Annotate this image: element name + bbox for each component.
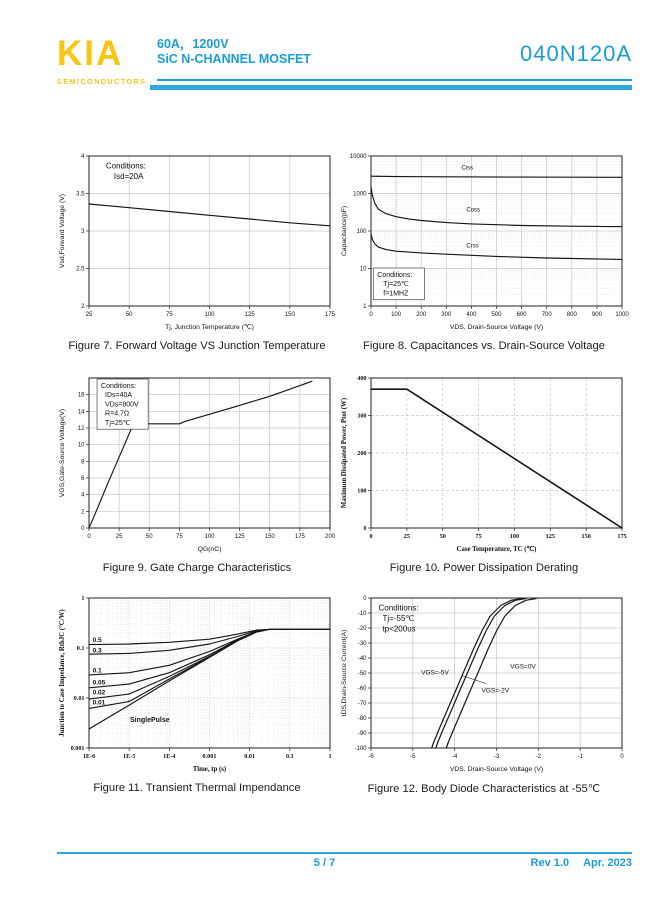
figure-10-chart — [338, 372, 630, 554]
figure-10-caption: Figure 10. Power Dissipation Derating — [389, 562, 579, 574]
svg-text:VGS=0V: VGS=0V — [510, 663, 536, 671]
svg-text:0: 0 — [620, 754, 624, 760]
svg-text:Capacitance(pF): Capacitance(pF) — [341, 205, 348, 257]
svg-text:3.5: 3.5 — [76, 191, 85, 198]
svg-text:2.5: 2.5 — [76, 266, 85, 273]
svg-text:50: 50 — [439, 533, 446, 540]
device-rating: 60A，1200V — [157, 37, 229, 51]
figure-10 — [338, 372, 630, 574]
svg-text:100: 100 — [509, 533, 520, 540]
svg-text:0.1: 0.1 — [285, 753, 294, 760]
svg-text:VGS=-5V: VGS=-5V — [421, 669, 449, 677]
svg-text:1: 1 — [363, 304, 367, 310]
svg-text:3: 3 — [81, 229, 85, 235]
svg-text:Conditions:: Conditions: — [377, 272, 413, 279]
figure-7 — [56, 150, 338, 352]
header-rule-thick — [150, 85, 632, 90]
svg-text:Conditions:: Conditions: — [378, 603, 419, 613]
svg-text:f=1MHZ: f=1MHZ — [383, 290, 409, 298]
svg-text:200: 200 — [357, 450, 367, 457]
svg-text:2: 2 — [81, 304, 85, 310]
svg-text:0.001: 0.001 — [70, 745, 85, 752]
svg-text:0.3: 0.3 — [92, 647, 102, 655]
svg-text:QG(nC): QG(nC) — [197, 546, 222, 553]
svg-text:12: 12 — [77, 426, 85, 432]
svg-text:0.5: 0.5 — [92, 637, 102, 644]
svg-text:0.1: 0.1 — [92, 667, 102, 675]
svg-text:14: 14 — [77, 409, 85, 416]
svg-text:75: 75 — [475, 533, 482, 540]
figure-9 — [56, 372, 338, 574]
svg-text:500: 500 — [491, 312, 502, 318]
svg-text:100: 100 — [357, 487, 367, 495]
svg-text:75: 75 — [176, 534, 183, 540]
svg-text:75: 75 — [165, 312, 173, 318]
svg-text:VGS=-2V: VGS=-2V — [481, 687, 510, 695]
svg-text:200: 200 — [324, 534, 336, 540]
svg-text:700: 700 — [541, 312, 552, 318]
svg-text:25: 25 — [115, 534, 123, 540]
svg-text:175: 175 — [617, 533, 627, 540]
svg-text:IDs=40A: IDs=40A — [105, 392, 133, 400]
svg-text:-10: -10 — [357, 611, 367, 617]
svg-text:0: 0 — [87, 534, 91, 540]
figure-11-caption: Figure 11. Transient Thermal Impendance — [93, 782, 301, 794]
svg-text:400: 400 — [357, 375, 367, 382]
svg-text:1000: 1000 — [615, 312, 629, 318]
svg-text:SinglePulse: SinglePulse — [129, 717, 170, 724]
svg-text:VDS, Drain-Source Voltage (V): VDS, Drain-Source Voltage (V) — [449, 324, 544, 331]
figure-9-chart — [56, 372, 338, 554]
svg-text:50: 50 — [125, 312, 133, 318]
svg-text:Tj=25℃: Tj=25℃ — [105, 419, 131, 427]
svg-text:-80: -80 — [357, 716, 367, 722]
svg-text:-100: -100 — [354, 746, 367, 752]
svg-text:175: 175 — [294, 534, 305, 540]
svg-text:10: 10 — [359, 266, 367, 273]
svg-text:-6: -6 — [368, 754, 374, 760]
revision-label: Rev 1.0 — [530, 857, 570, 869]
svg-text:300: 300 — [441, 312, 452, 318]
svg-text:100: 100 — [391, 312, 402, 318]
figure-9-caption: Figure 9. Gate Charge Characteristics — [102, 562, 292, 574]
svg-text:VDS, Drain-Source Voltage (V): VDS, Drain-Source Voltage (V) — [449, 766, 544, 773]
svg-text:Crss: Crss — [466, 243, 479, 250]
svg-text:2: 2 — [81, 509, 85, 516]
svg-text:Tj=25℃: Tj=25℃ — [383, 281, 409, 289]
figure-8-caption: Figure 8. Capacitances vs. Drain-Source Voltage — [363, 340, 605, 352]
device-summary — [157, 37, 311, 67]
svg-text:Vsd,Forward Voltage (V): Vsd,Forward Voltage (V) — [59, 193, 66, 269]
svg-text:0.05: 0.05 — [92, 679, 106, 687]
svg-text:0: 0 — [369, 312, 373, 318]
svg-text:100: 100 — [356, 229, 367, 235]
part-number: 040N120A — [520, 41, 632, 66]
device-type: SiC N-CHANNEL MOSFET — [157, 52, 311, 66]
svg-text:800: 800 — [566, 312, 577, 318]
svg-text:-1: -1 — [577, 754, 583, 760]
svg-text:tp<200us: tp<200us — [382, 624, 416, 634]
svg-text:1: 1 — [81, 595, 85, 602]
svg-text:0.01: 0.01 — [244, 753, 256, 760]
svg-text:R=4.7Ω: R=4.7Ω — [105, 410, 130, 418]
svg-text:300: 300 — [357, 412, 367, 420]
svg-text:25: 25 — [403, 533, 410, 540]
figure-8-chart — [338, 150, 630, 332]
svg-text:Case Temperature, TC (℃): Case Temperature, TC (℃) — [456, 546, 537, 553]
svg-text:Tj=-55℃: Tj=-55℃ — [382, 614, 415, 624]
svg-text:8: 8 — [81, 459, 85, 466]
svg-text:50: 50 — [145, 534, 153, 540]
svg-text:100: 100 — [204, 534, 215, 540]
svg-text:Conditions:: Conditions: — [105, 161, 146, 171]
svg-text:125: 125 — [545, 533, 555, 540]
svg-text:200: 200 — [416, 312, 427, 318]
svg-text:10: 10 — [77, 442, 85, 449]
svg-text:Ciss: Ciss — [461, 165, 474, 172]
svg-text:900: 900 — [591, 312, 602, 318]
header-rule-thin — [157, 79, 632, 81]
svg-text:-20: -20 — [357, 626, 367, 632]
svg-text:-2: -2 — [535, 754, 542, 760]
svg-text:-40: -40 — [357, 656, 367, 662]
svg-text:0: 0 — [369, 533, 373, 540]
svg-text:1E-4: 1E-4 — [163, 753, 176, 760]
brand-logo: KIA — [57, 34, 124, 73]
footer-rule — [57, 852, 632, 854]
svg-text:1E-5: 1E-5 — [122, 753, 136, 760]
figure-11-chart — [56, 592, 338, 774]
figure-7-chart — [56, 150, 338, 332]
svg-text:IDS,Drain-Source Current(A): IDS,Drain-Source Current(A) — [341, 629, 348, 717]
svg-text:-70: -70 — [357, 701, 367, 707]
figure-8 — [338, 150, 630, 352]
figure-12 — [338, 592, 630, 795]
svg-text:-30: -30 — [357, 641, 367, 647]
svg-text:-90: -90 — [357, 731, 367, 737]
svg-text:175: 175 — [324, 312, 336, 318]
brand-logo-subtext: SEMICONDUCTORS — [57, 79, 147, 86]
svg-text:4: 4 — [81, 154, 85, 160]
svg-text:0.01: 0.01 — [73, 695, 85, 702]
figure-12-caption: Figure 12. Body Diode Characteristics at -55℃ — [367, 783, 601, 795]
svg-text:Coss: Coss — [466, 207, 481, 214]
svg-text:1: 1 — [328, 753, 332, 760]
svg-text:600: 600 — [516, 312, 527, 318]
svg-text:0: 0 — [363, 596, 367, 602]
revision-block — [517, 857, 632, 869]
svg-text:0.001: 0.001 — [202, 753, 217, 760]
revision-date: Apr. 2023 — [583, 857, 632, 869]
svg-text:Isd=20A: Isd=20A — [113, 172, 144, 182]
svg-text:1E-6: 1E-6 — [82, 753, 96, 760]
svg-text:150: 150 — [581, 533, 591, 540]
svg-text:0: 0 — [363, 525, 367, 532]
svg-text:125: 125 — [234, 534, 245, 540]
svg-text:Tj, Junction Temperature (℃): Tj, Junction Temperature (℃) — [165, 324, 254, 331]
svg-text:10000: 10000 — [349, 154, 367, 160]
svg-text:16: 16 — [77, 392, 85, 399]
svg-text:-60: -60 — [357, 686, 367, 692]
figure-7-caption: Figure 7. Forward Voltage VS Junction Temperature — [68, 340, 326, 352]
svg-text:VDs=800V: VDs=800V — [105, 401, 139, 409]
svg-text:400: 400 — [466, 312, 477, 318]
svg-text:-50: -50 — [357, 671, 367, 677]
svg-text:Conditions:: Conditions: — [101, 383, 137, 390]
svg-text:150: 150 — [264, 534, 275, 540]
page-number: 5 / 7 — [313, 857, 336, 869]
svg-text:100: 100 — [204, 312, 215, 318]
svg-text:Maximum Dissipated Power, Ptot: Maximum Dissipated Power, Ptot (W) — [341, 397, 348, 509]
svg-text:6: 6 — [81, 476, 85, 482]
svg-text:-3: -3 — [493, 754, 500, 760]
svg-text:125: 125 — [244, 312, 255, 318]
svg-text:0.02: 0.02 — [92, 689, 106, 697]
svg-text:4: 4 — [81, 492, 85, 499]
figure-12-chart — [338, 592, 630, 774]
svg-text:Junction to Case Impedance, Rt: Junction to Case Impedance, RthJC (°C/W) — [59, 609, 66, 737]
svg-text:1000: 1000 — [353, 191, 367, 198]
svg-text:150: 150 — [284, 312, 295, 318]
svg-text:Time, tp (s): Time, tp (s) — [192, 766, 227, 773]
svg-text:0.01: 0.01 — [92, 699, 106, 707]
figure-11 — [56, 592, 338, 794]
svg-text:25: 25 — [85, 312, 93, 318]
svg-text:-4: -4 — [451, 754, 458, 760]
svg-text:VGS,Gate-Source Voltage(V): VGS,Gate-Source Voltage(V) — [59, 408, 66, 498]
svg-text:0.1: 0.1 — [76, 645, 85, 652]
svg-text:-5: -5 — [410, 754, 416, 760]
svg-text:0: 0 — [81, 526, 85, 532]
